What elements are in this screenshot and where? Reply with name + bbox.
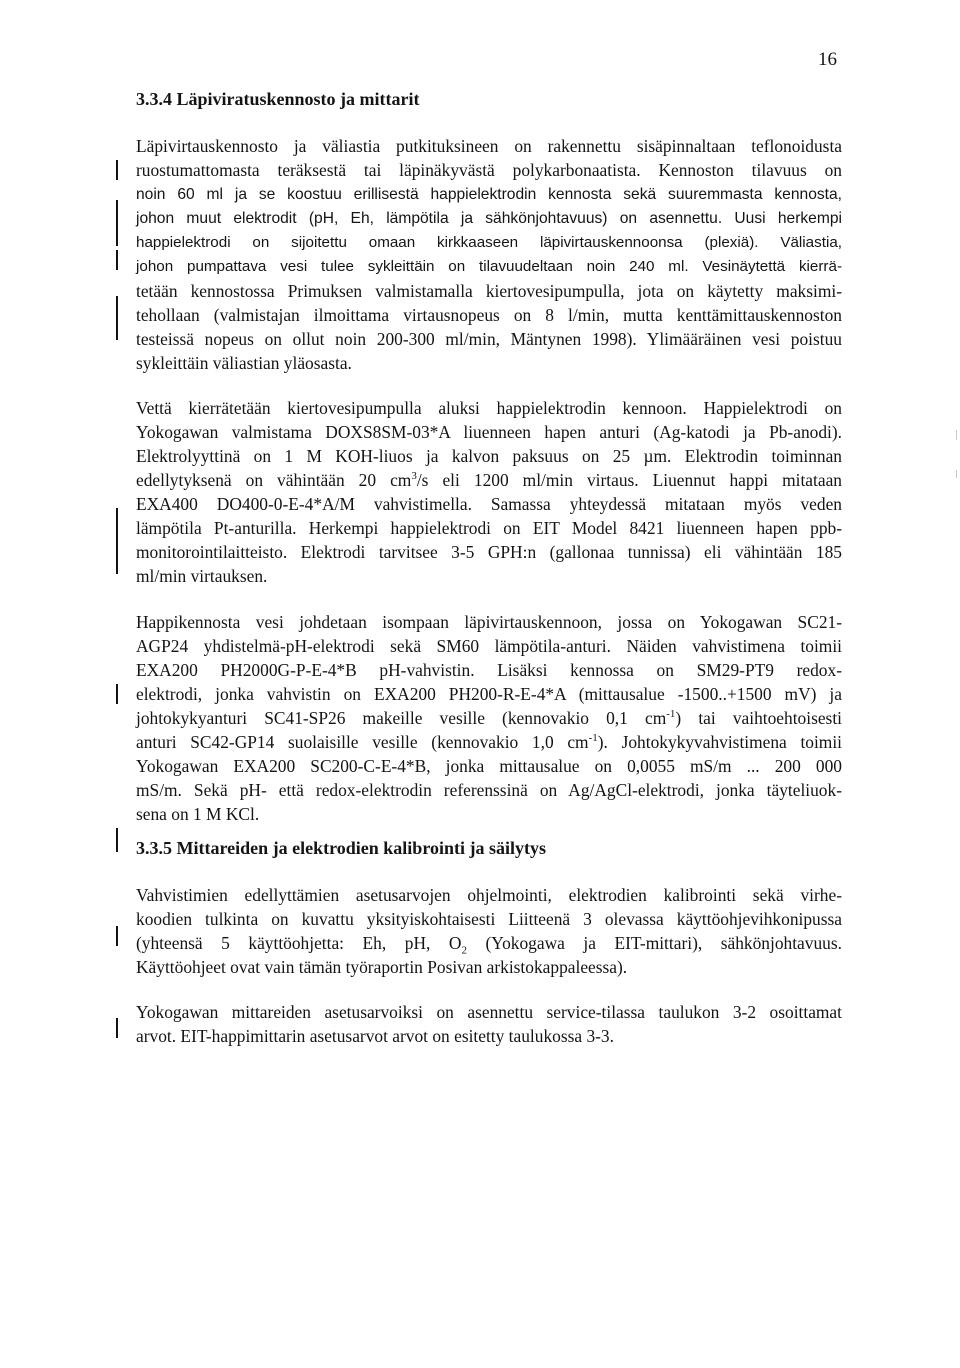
revision-change-bar: [116, 828, 118, 852]
body-line: anturi SC42-GP14 suolaisille vesille (kennovakio 1,0 $cm^{-1}$). Johtokykyvahvistimena toimii: [136, 732, 842, 752]
body-line: happielektrodi on sijoitettu omaan kirkkaaseen läpivirtauskennoonsa (plexiä). Väliastia,: [136, 234, 842, 251]
scan-artifact: [956, 430, 957, 440]
body-line: johon pumpattava vesi tulee sykleittäin on tilavuudeltaan noin 240 ml. Vesinäytettä kierrä-: [136, 258, 842, 275]
body-line: Yokogawan mittareiden asetusarvoiksi on asennettu service-tilassa taulukon 3-2 osoittamat: [136, 1002, 842, 1022]
body-line: Yokogawan valmistama DOXS8SM-03*A liuenneen hapen anturi (Ag-katodi ja Pb-anodi).: [136, 422, 842, 442]
body-line: elektrodi, jonka vahvistin on EXA200 PH200-R-E-4*A (mittausalue -1500..+1500 mV) ja: [136, 684, 842, 704]
body-line: mS/m. Sekä pH- että redox-elektrodin referenssinä on Ag/AgCl-elektrodi, jonka täyteliuok-: [136, 780, 842, 800]
body-line: ruostumattomasta teräksestä tai läpinäkyvästä polykarbonaatista. Kennoston tilavuus on: [136, 160, 842, 180]
revision-change-bar: [116, 160, 118, 180]
body-line: (yhteensä 5 käyttöohjetta: Eh, pH, $O_2$ (Yokogawa ja EIT-mittari), sähkönjohtavuus.: [136, 933, 842, 957]
revision-change-bar: [116, 684, 118, 704]
section-heading-3-3-5: 3.3.5 Mittareiden ja elektrodien kalibrointi ja säilytys: [136, 838, 546, 858]
body-line: arvot. EIT-happimittarin asetusarvot arvot on esitetty taulukossa 3-3.: [136, 1026, 614, 1046]
body-line: AGP24 yhdistelmä-pH-elektrodi sekä SM60 lämpötila-anturi. Näiden vahvistimena toimii: [136, 636, 842, 656]
revision-change-bar: [116, 1018, 118, 1038]
body-line: sykleittäin väliastian yläosasta.: [136, 353, 352, 373]
body-line: Läpivirtauskennosto ja väliastia putkituksineen on rakennettu sisäpinnaltaan teflonoidusta: [136, 136, 842, 156]
body-line: Yokogawan EXA200 SC200-C-E-4*B, jonka mittausalue on 0,0055 mS/m ... 200 000: [136, 756, 842, 776]
body-line: edellytyksenä on vähintään 20 $cm^3/s$ eli 1200 ml/min virtaus. Liuennut happi mitataan: [136, 470, 842, 490]
body-line: monitorointilaitteisto. Elektrodi tarvitsee 3-5 GPH:n (gallonaa tunnissa) eli vähintään 185: [136, 542, 842, 562]
revision-change-bar: [116, 250, 118, 270]
body-line: noin 60 ml ja se koostuu erillisestä happielektrodin kennosta sekä suuremmasta kennosta,: [136, 186, 842, 203]
body-line: lämpötila Pt-anturilla. Herkempi happielektrodi on EIT Model 8421 liuenneen hapen ppb-: [136, 518, 842, 538]
section-heading-3-3-4: 3.3.4 Läpiviratuskennosto ja mittarit: [136, 89, 420, 109]
body-line: johon muut elektrodit (pH, Eh, lämpötila ja sähkönjohtavuus) on asennettu. Uusi herkempi: [136, 210, 842, 227]
body-line: ml/min virtauksen.: [136, 566, 268, 586]
body-line: koodien tulkinta on kuvattu yksityiskohtaisesti Liitteenä 3 olevassa käyttöohjevihkonipussa: [136, 909, 842, 929]
body-line: EXA200 PH2000G-P-E-4*B pH-vahvistin. Lisäksi kennossa on SM29-PT9 redox-: [136, 660, 842, 680]
body-line: Elektrolyyttinä on 1 M KOH-liuos ja kalvon paksuus on 25 µm. Elektrodin toiminnan: [136, 446, 842, 466]
scan-artifact: [956, 470, 957, 478]
body-line: tetään kennostossa Primuksen valmistamalla kiertovesipumpulla, jota on käytetty maksimi-: [136, 281, 842, 301]
revision-change-bar: [116, 200, 118, 246]
body-line: testeissä nopeus on ollut noin 200-300 ml/min, Mäntynen 1998). Ylimääräinen vesi poistuu: [136, 329, 842, 349]
revision-change-bar: [116, 296, 118, 340]
body-line: tehollaan (valmistajan ilmoittama virtausnopeus on 8 l/min, mutta kenttämittauskennoston: [136, 305, 842, 325]
body-line: Vettä kierrätetään kiertovesipumpulla aluksi happielektrodin kennoon. Happielektrodi on: [136, 398, 842, 418]
body-line: johtokykyanturi SC41-SP26 makeille vesille (kennovakio 0,1 $cm^{-1}$) tai vaihtoehtoisesti: [136, 708, 842, 728]
revision-change-bar: [116, 508, 118, 574]
body-line: sena on 1 M KCl.: [136, 804, 260, 824]
body-line: Käyttöohjeet ovat vain tämän työraportin Posivan arkistokappaleessa).: [136, 957, 628, 977]
body-line: EXA400 DO400-0-E-4*A/M vahvistimella. Samassa yhteydessä mitataan myös veden: [136, 494, 842, 514]
revision-change-bar: [116, 926, 118, 946]
page-number: 16: [818, 49, 837, 70]
body-line: Vahvistimien edellyttämien asetusarvojen ohjelmointi, elektrodien kalibrointi sekä virhe-: [136, 885, 842, 905]
body-line: Happikennosta vesi johdetaan isompaan läpivirtauskennoon, jossa on Yokogawan SC21-: [136, 612, 842, 632]
